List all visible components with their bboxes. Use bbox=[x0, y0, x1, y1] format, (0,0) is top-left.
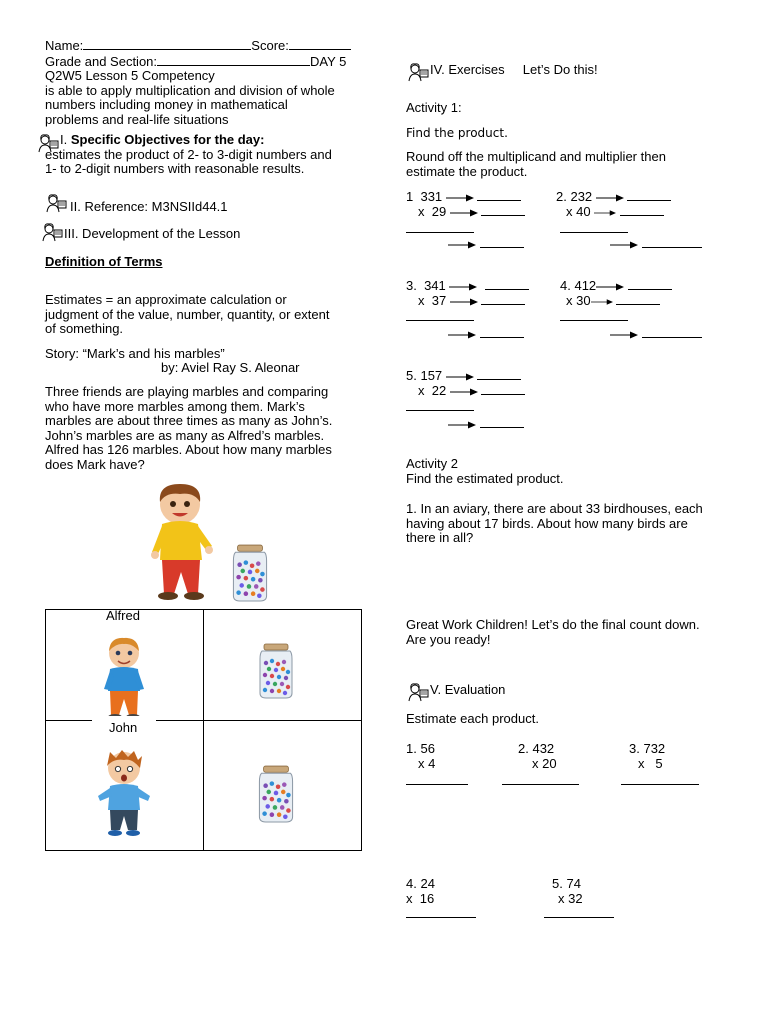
product-line bbox=[406, 320, 474, 321]
arrow-icon bbox=[448, 331, 476, 339]
competency-line: problems and real-life situations bbox=[45, 111, 229, 127]
item-multiplicand: 232 bbox=[570, 189, 593, 204]
arrow-icon bbox=[450, 209, 478, 217]
activity1-item-2-product bbox=[610, 236, 702, 252]
times-sign: x bbox=[566, 293, 573, 308]
story-line: does Mark have? bbox=[45, 456, 145, 472]
story-title: Story: “Mark’s and his marbles” bbox=[45, 346, 225, 361]
arrow-icon bbox=[448, 421, 476, 429]
item-number: 5. bbox=[406, 368, 417, 383]
grade-section-field[interactable] bbox=[157, 54, 310, 66]
item-multiplier: x 16 bbox=[406, 890, 435, 906]
story-text bbox=[45, 385, 332, 473]
evaluation-heading: V. Evaluation bbox=[430, 682, 506, 697]
answer-blank[interactable] bbox=[480, 326, 524, 338]
activity1-item-3 bbox=[406, 278, 529, 294]
activity1-item-2-multiplier bbox=[566, 204, 664, 220]
item-multiplier: x 32 bbox=[558, 890, 583, 906]
arrow-icon bbox=[591, 298, 613, 306]
item-multiplier: 40 bbox=[576, 204, 591, 219]
objectives-heading-text: Specific Objectives for the day: bbox=[70, 132, 265, 147]
john-boy-illustration bbox=[94, 748, 154, 838]
item-multiplicand: 331 bbox=[420, 189, 443, 204]
teacher-icon bbox=[41, 222, 63, 242]
activity1-item-1-multiplier bbox=[418, 204, 525, 220]
activity1-item-2 bbox=[556, 189, 671, 205]
definition-heading: Definition of Terms bbox=[45, 254, 163, 269]
mark-boy-illustration bbox=[148, 482, 218, 602]
eval-item-5 bbox=[552, 877, 583, 906]
answer-blank[interactable] bbox=[481, 293, 525, 305]
arrow-icon bbox=[446, 373, 474, 381]
item-multiplicand: 412 bbox=[574, 278, 597, 293]
objectives-heading bbox=[45, 133, 332, 148]
problem-line: there in all? bbox=[406, 530, 474, 546]
answer-line[interactable] bbox=[406, 917, 476, 918]
item-number: 3. bbox=[629, 741, 640, 756]
answer-blank[interactable] bbox=[480, 236, 524, 248]
activity1-item-5-product bbox=[448, 416, 524, 432]
definition-text bbox=[45, 293, 330, 337]
exercises-title: IV. Exercises bbox=[430, 62, 505, 77]
answer-blank[interactable] bbox=[485, 278, 529, 290]
item-number: 2. bbox=[518, 741, 529, 756]
definition-line: of something. bbox=[45, 321, 124, 337]
activity1-item-4-product bbox=[610, 326, 702, 342]
competency-line: numbers including money in mathematical bbox=[45, 97, 288, 113]
item-multiplicand: 432 bbox=[532, 741, 555, 756]
item-multiplicand: 24 bbox=[420, 876, 435, 891]
arrow-icon bbox=[450, 298, 478, 306]
answer-blank[interactable] bbox=[477, 189, 521, 201]
arrow-icon bbox=[594, 209, 616, 217]
answer-blank[interactable] bbox=[477, 368, 521, 380]
story-line: who have more marbles among them. Mark’s bbox=[45, 398, 305, 414]
competency-line: is able to apply multiplication and division of whole bbox=[45, 82, 335, 98]
item-number: 4. bbox=[560, 278, 571, 293]
activity1-item-5-multiplier bbox=[418, 383, 525, 399]
exercises-heading bbox=[430, 63, 598, 78]
header bbox=[45, 38, 351, 128]
answer-blank[interactable] bbox=[642, 236, 702, 248]
marble-jar-icon bbox=[255, 643, 297, 699]
activity2 bbox=[406, 457, 564, 486]
story-author: by: Aviel Ray S. Aleonar bbox=[161, 360, 300, 375]
score-field[interactable] bbox=[289, 38, 351, 50]
activity1-instruction: Find the product. bbox=[406, 126, 508, 140]
item-multiplier: 22 bbox=[431, 383, 447, 398]
item-multiplicand: 157 bbox=[420, 368, 443, 383]
item-multiplier: 37 bbox=[431, 293, 447, 308]
story-line: marbles are about three times as many as John’s. bbox=[45, 413, 333, 429]
item-number: 2. bbox=[556, 189, 567, 204]
name-score-line bbox=[45, 38, 351, 54]
activity2-instruction: Find the estimated product. bbox=[406, 470, 564, 486]
teacher-icon bbox=[407, 62, 429, 82]
encouragement-line: Great Work Children! Let’s do the final count down. bbox=[406, 617, 700, 632]
answer-line[interactable] bbox=[406, 784, 468, 785]
score-label: Score: bbox=[251, 38, 289, 53]
eval-item-1 bbox=[406, 742, 435, 771]
activity1-directions bbox=[406, 150, 666, 179]
encouragement-line: Are you ready! bbox=[406, 631, 491, 647]
eval-item-4 bbox=[406, 877, 435, 906]
times-sign: x bbox=[418, 293, 425, 308]
product-line bbox=[406, 410, 474, 411]
friends-table bbox=[45, 609, 362, 851]
arrow-icon bbox=[596, 283, 624, 291]
item-number: 1. bbox=[406, 741, 417, 756]
item-multiplier: 30 bbox=[576, 293, 591, 308]
answer-line[interactable] bbox=[621, 784, 699, 785]
activity1-title: Activity 1: bbox=[406, 100, 462, 115]
activity1-item-3-multiplier bbox=[418, 293, 525, 309]
times-sign: x bbox=[418, 383, 425, 398]
item-multiplier: x 4 bbox=[418, 755, 436, 771]
activity1-item-5 bbox=[406, 368, 521, 384]
arrow-icon bbox=[610, 241, 638, 249]
item-multiplier: 29 bbox=[431, 204, 447, 219]
times-sign: x bbox=[566, 204, 573, 219]
objectives-section bbox=[45, 133, 332, 177]
item-multiplicand: 74 bbox=[566, 876, 581, 891]
item-multiplicand: 732 bbox=[643, 741, 666, 756]
development-heading: III. Development of the Lesson bbox=[64, 226, 241, 241]
activity1-item-4-multiplier bbox=[566, 293, 660, 309]
objective-line: estimates the product of 2- to 3-digit numbers and bbox=[45, 146, 332, 162]
activity2-title: Activity 2 bbox=[406, 456, 459, 471]
activity1-item-3-product bbox=[448, 326, 524, 342]
arrow-icon bbox=[449, 283, 477, 291]
times-sign: x bbox=[418, 204, 425, 219]
product-line bbox=[560, 232, 628, 233]
story-line: Alfred has 126 marbles. About how many marbles bbox=[45, 442, 332, 458]
teacher-icon bbox=[45, 193, 67, 213]
answer-blank[interactable] bbox=[616, 293, 660, 305]
item-multiplier: x 5 bbox=[638, 755, 663, 771]
definition-line: Estimates = an approximate calculation or bbox=[45, 292, 287, 307]
grade-section-label: Grade and Section: bbox=[45, 53, 158, 69]
directions-line: Round off the multiplicand and multiplier then bbox=[406, 149, 666, 164]
arrow-icon bbox=[448, 241, 476, 249]
item-number: 5. bbox=[552, 876, 563, 891]
arrow-icon bbox=[450, 388, 478, 396]
problem-line: 1. In an aviary, there are about 33 birdhouses, each bbox=[406, 501, 703, 516]
story-line: John’s marbles are as many as Alfred’s marbles. bbox=[45, 427, 325, 443]
arrow-icon bbox=[596, 194, 624, 202]
item-multiplicand: 341 bbox=[424, 278, 446, 293]
eval-item-3 bbox=[629, 742, 665, 771]
arrow-icon bbox=[610, 331, 638, 339]
alfred-label: Alfred bbox=[106, 608, 140, 623]
activity1-item-1-product bbox=[448, 236, 524, 252]
problem-line: having about 17 birds. About how many birds are bbox=[406, 515, 688, 531]
activity1-item-4 bbox=[560, 278, 672, 294]
day-label: DAY 5 bbox=[310, 53, 347, 69]
definition-line: judgment of the value, number, quantity, or extent bbox=[45, 306, 330, 322]
name-label: Name: bbox=[45, 38, 84, 53]
answer-line[interactable] bbox=[544, 917, 614, 918]
name-field[interactable] bbox=[83, 38, 251, 50]
exercises-subtitle: Let’s Do this! bbox=[522, 62, 598, 77]
item-multiplier: x 20 bbox=[532, 755, 557, 771]
answer-line[interactable] bbox=[502, 784, 579, 785]
marble-jar-icon bbox=[255, 765, 297, 823]
answer-blank[interactable] bbox=[627, 189, 671, 201]
grade-section-line bbox=[45, 54, 351, 70]
story-line: Three friends are playing marbles and comparing bbox=[45, 384, 329, 399]
reference-text: II. Reference: M3NSIId44.1 bbox=[70, 199, 228, 214]
activity2-problem bbox=[406, 502, 703, 546]
product-line bbox=[560, 320, 628, 321]
objectives-heading-number: I. bbox=[60, 132, 71, 147]
item-number: 3. bbox=[406, 278, 417, 293]
evaluation-instruction: Estimate each product. bbox=[406, 711, 539, 726]
answer-blank[interactable] bbox=[480, 416, 524, 428]
answer-blank[interactable] bbox=[481, 204, 525, 216]
answer-blank[interactable] bbox=[620, 204, 664, 216]
eval-item-2 bbox=[518, 742, 557, 771]
directions-line: estimate the product. bbox=[406, 163, 528, 179]
objective-line: 1- to 2-digit numbers with reasonable results. bbox=[45, 161, 305, 177]
teacher-icon bbox=[407, 682, 429, 702]
item-number: 1 bbox=[406, 189, 414, 204]
item-number: 4. bbox=[406, 876, 417, 891]
activity1-item-1 bbox=[406, 189, 521, 205]
product-line bbox=[406, 232, 474, 233]
marble-jar-icon bbox=[229, 544, 271, 602]
arrow-icon bbox=[446, 194, 474, 202]
item-multiplicand: 56 bbox=[420, 741, 435, 756]
answer-blank[interactable] bbox=[628, 278, 672, 290]
alfred-boy-illustration bbox=[98, 635, 150, 721]
answer-blank[interactable] bbox=[642, 326, 702, 338]
answer-blank[interactable] bbox=[481, 383, 525, 395]
competency-title: Q2W5 Lesson 5 Competency bbox=[45, 68, 215, 84]
john-label: John bbox=[109, 720, 138, 735]
encouragement bbox=[406, 618, 700, 647]
